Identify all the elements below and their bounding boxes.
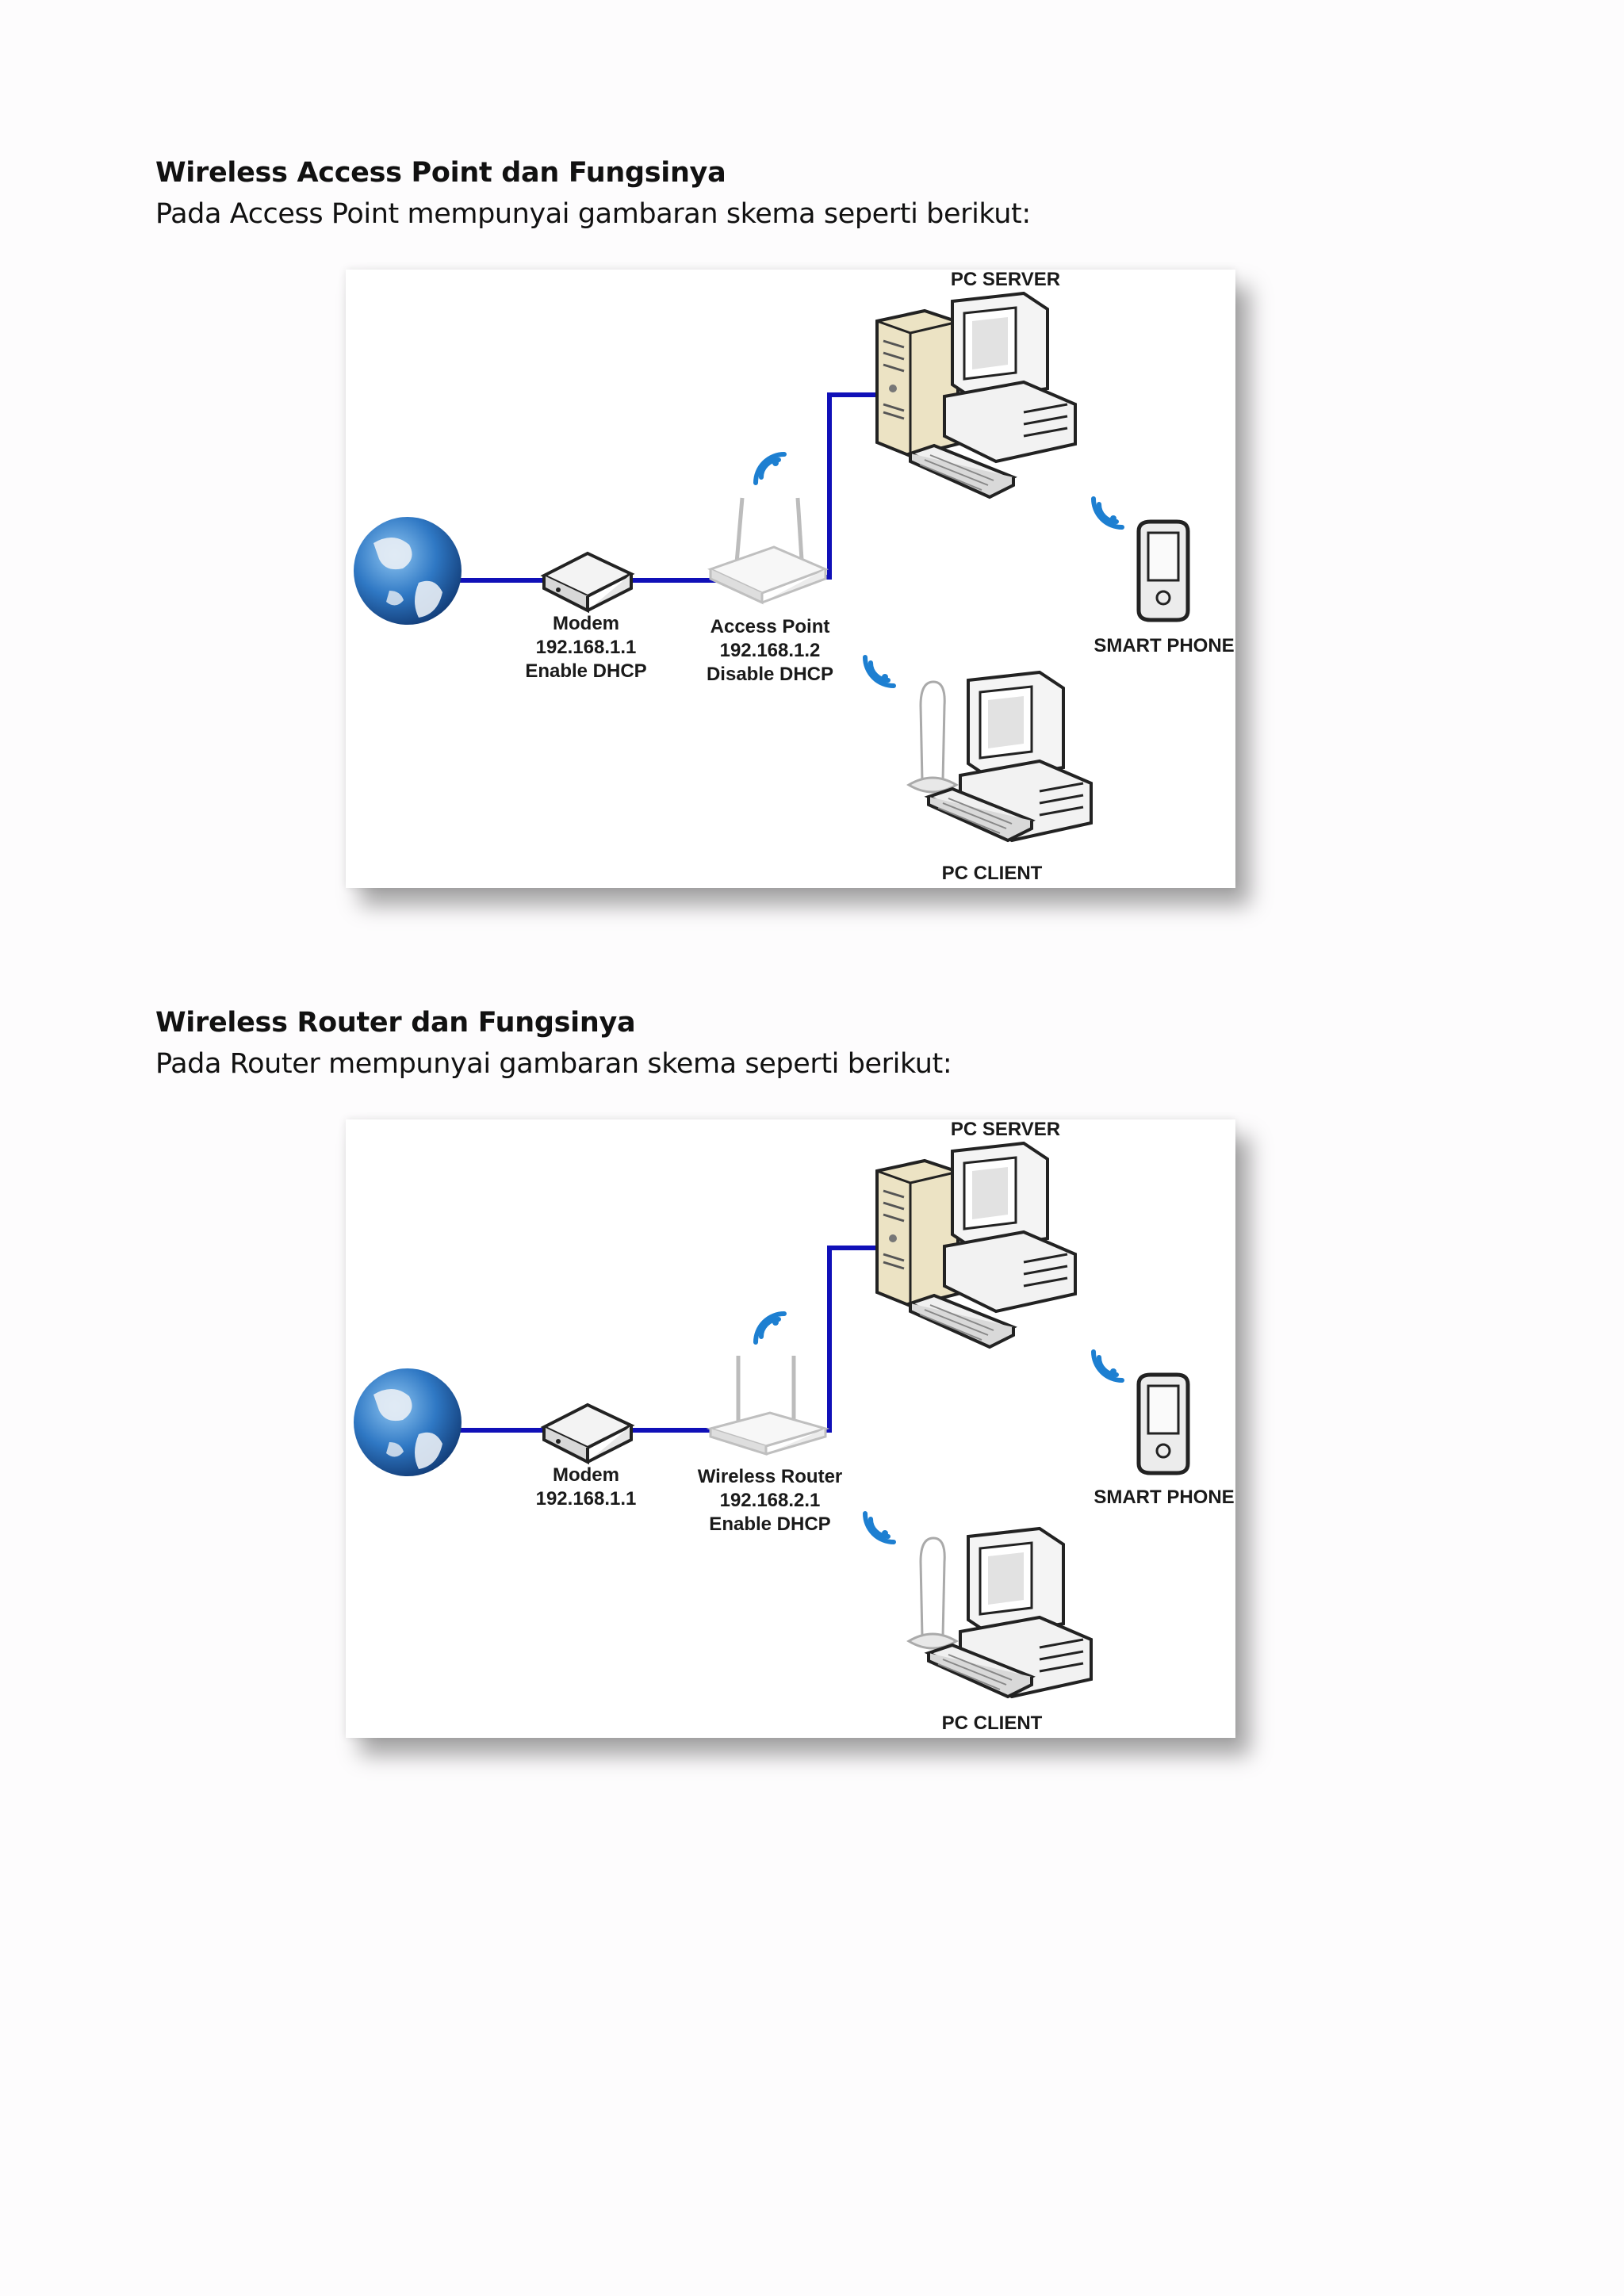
smart-phone-wifi-signal-icon	[1094, 499, 1122, 527]
wireless-router-label	[698, 1465, 843, 1536]
access-point-wifi-signal-icon	[756, 454, 784, 483]
pc-server-icon	[877, 1143, 1075, 1347]
pc-server-label: PC SERVER	[950, 269, 1061, 290]
pc-client-icon	[909, 1529, 1091, 1697]
modem-dhcp: Enable DHCP	[525, 660, 647, 682]
section-heading-wireless-router: Wireless Router dan Fungsinya	[155, 1007, 636, 1039]
modem-name: Modem	[553, 613, 619, 634]
wireless-router-ip: 192.168.2.1	[719, 1490, 821, 1511]
modem-ip: 192.168.1.1	[535, 1488, 637, 1510]
network-links	[457, 395, 882, 580]
access-point-name: Access Point	[710, 616, 830, 637]
network-links	[457, 1248, 882, 1430]
internet-globe-icon	[354, 517, 462, 625]
wireless-router-icon	[710, 1356, 825, 1454]
section-heading-access-point: Wireless Access Point dan Fungsinya	[155, 157, 726, 189]
access-point-label	[707, 615, 833, 687]
link-wireless-router-server	[822, 1248, 882, 1430]
pc-client-label: PC CLIENT	[941, 1712, 1043, 1734]
wireless-router-network-diagram	[346, 1119, 1235, 1738]
wireless-router-wifi-signal-icon	[756, 1314, 784, 1342]
pc-server-icon	[877, 293, 1075, 497]
smart-phone-label: SMART PHONE	[1094, 1487, 1235, 1508]
smart-phone-label: SMART PHONE	[1094, 635, 1235, 656]
access-point-network-diagram	[346, 270, 1235, 888]
smart-phone-icon	[1139, 1375, 1188, 1473]
link-access-point-server	[822, 395, 882, 577]
modem-label	[536, 1464, 637, 1511]
wireless-router-dhcp: Enable DHCP	[709, 1513, 831, 1535]
modem-name: Modem	[552, 1464, 619, 1486]
modem-icon	[544, 553, 631, 610]
smart-phone-icon	[1139, 522, 1188, 620]
modem-ip: 192.168.1.1	[535, 637, 637, 658]
pc-client-wifi-signal-icon	[865, 1513, 894, 1542]
section-intro-access-point: Pada Access Point mempunyai gambaran skema seperti berikut:	[155, 198, 1031, 230]
pc-client-icon	[909, 672, 1091, 840]
pc-client-wifi-signal-icon	[865, 657, 894, 686]
modem-label	[525, 612, 646, 683]
smart-phone-wifi-signal-icon	[1094, 1352, 1122, 1380]
pc-client-label: PC CLIENT	[941, 863, 1043, 884]
pc-server-label: PC SERVER	[950, 1119, 1061, 1140]
section-intro-wireless-router: Pada Router mempunyai gambaran skema seperti berikut:	[155, 1048, 952, 1080]
access-point-icon	[710, 498, 825, 603]
internet-globe-icon	[354, 1368, 462, 1476]
access-point-ip: 192.168.1.2	[719, 640, 821, 661]
access-point-dhcp: Disable DHCP	[706, 664, 834, 685]
wireless-router-name: Wireless Router	[697, 1466, 843, 1487]
modem-icon	[544, 1405, 631, 1462]
